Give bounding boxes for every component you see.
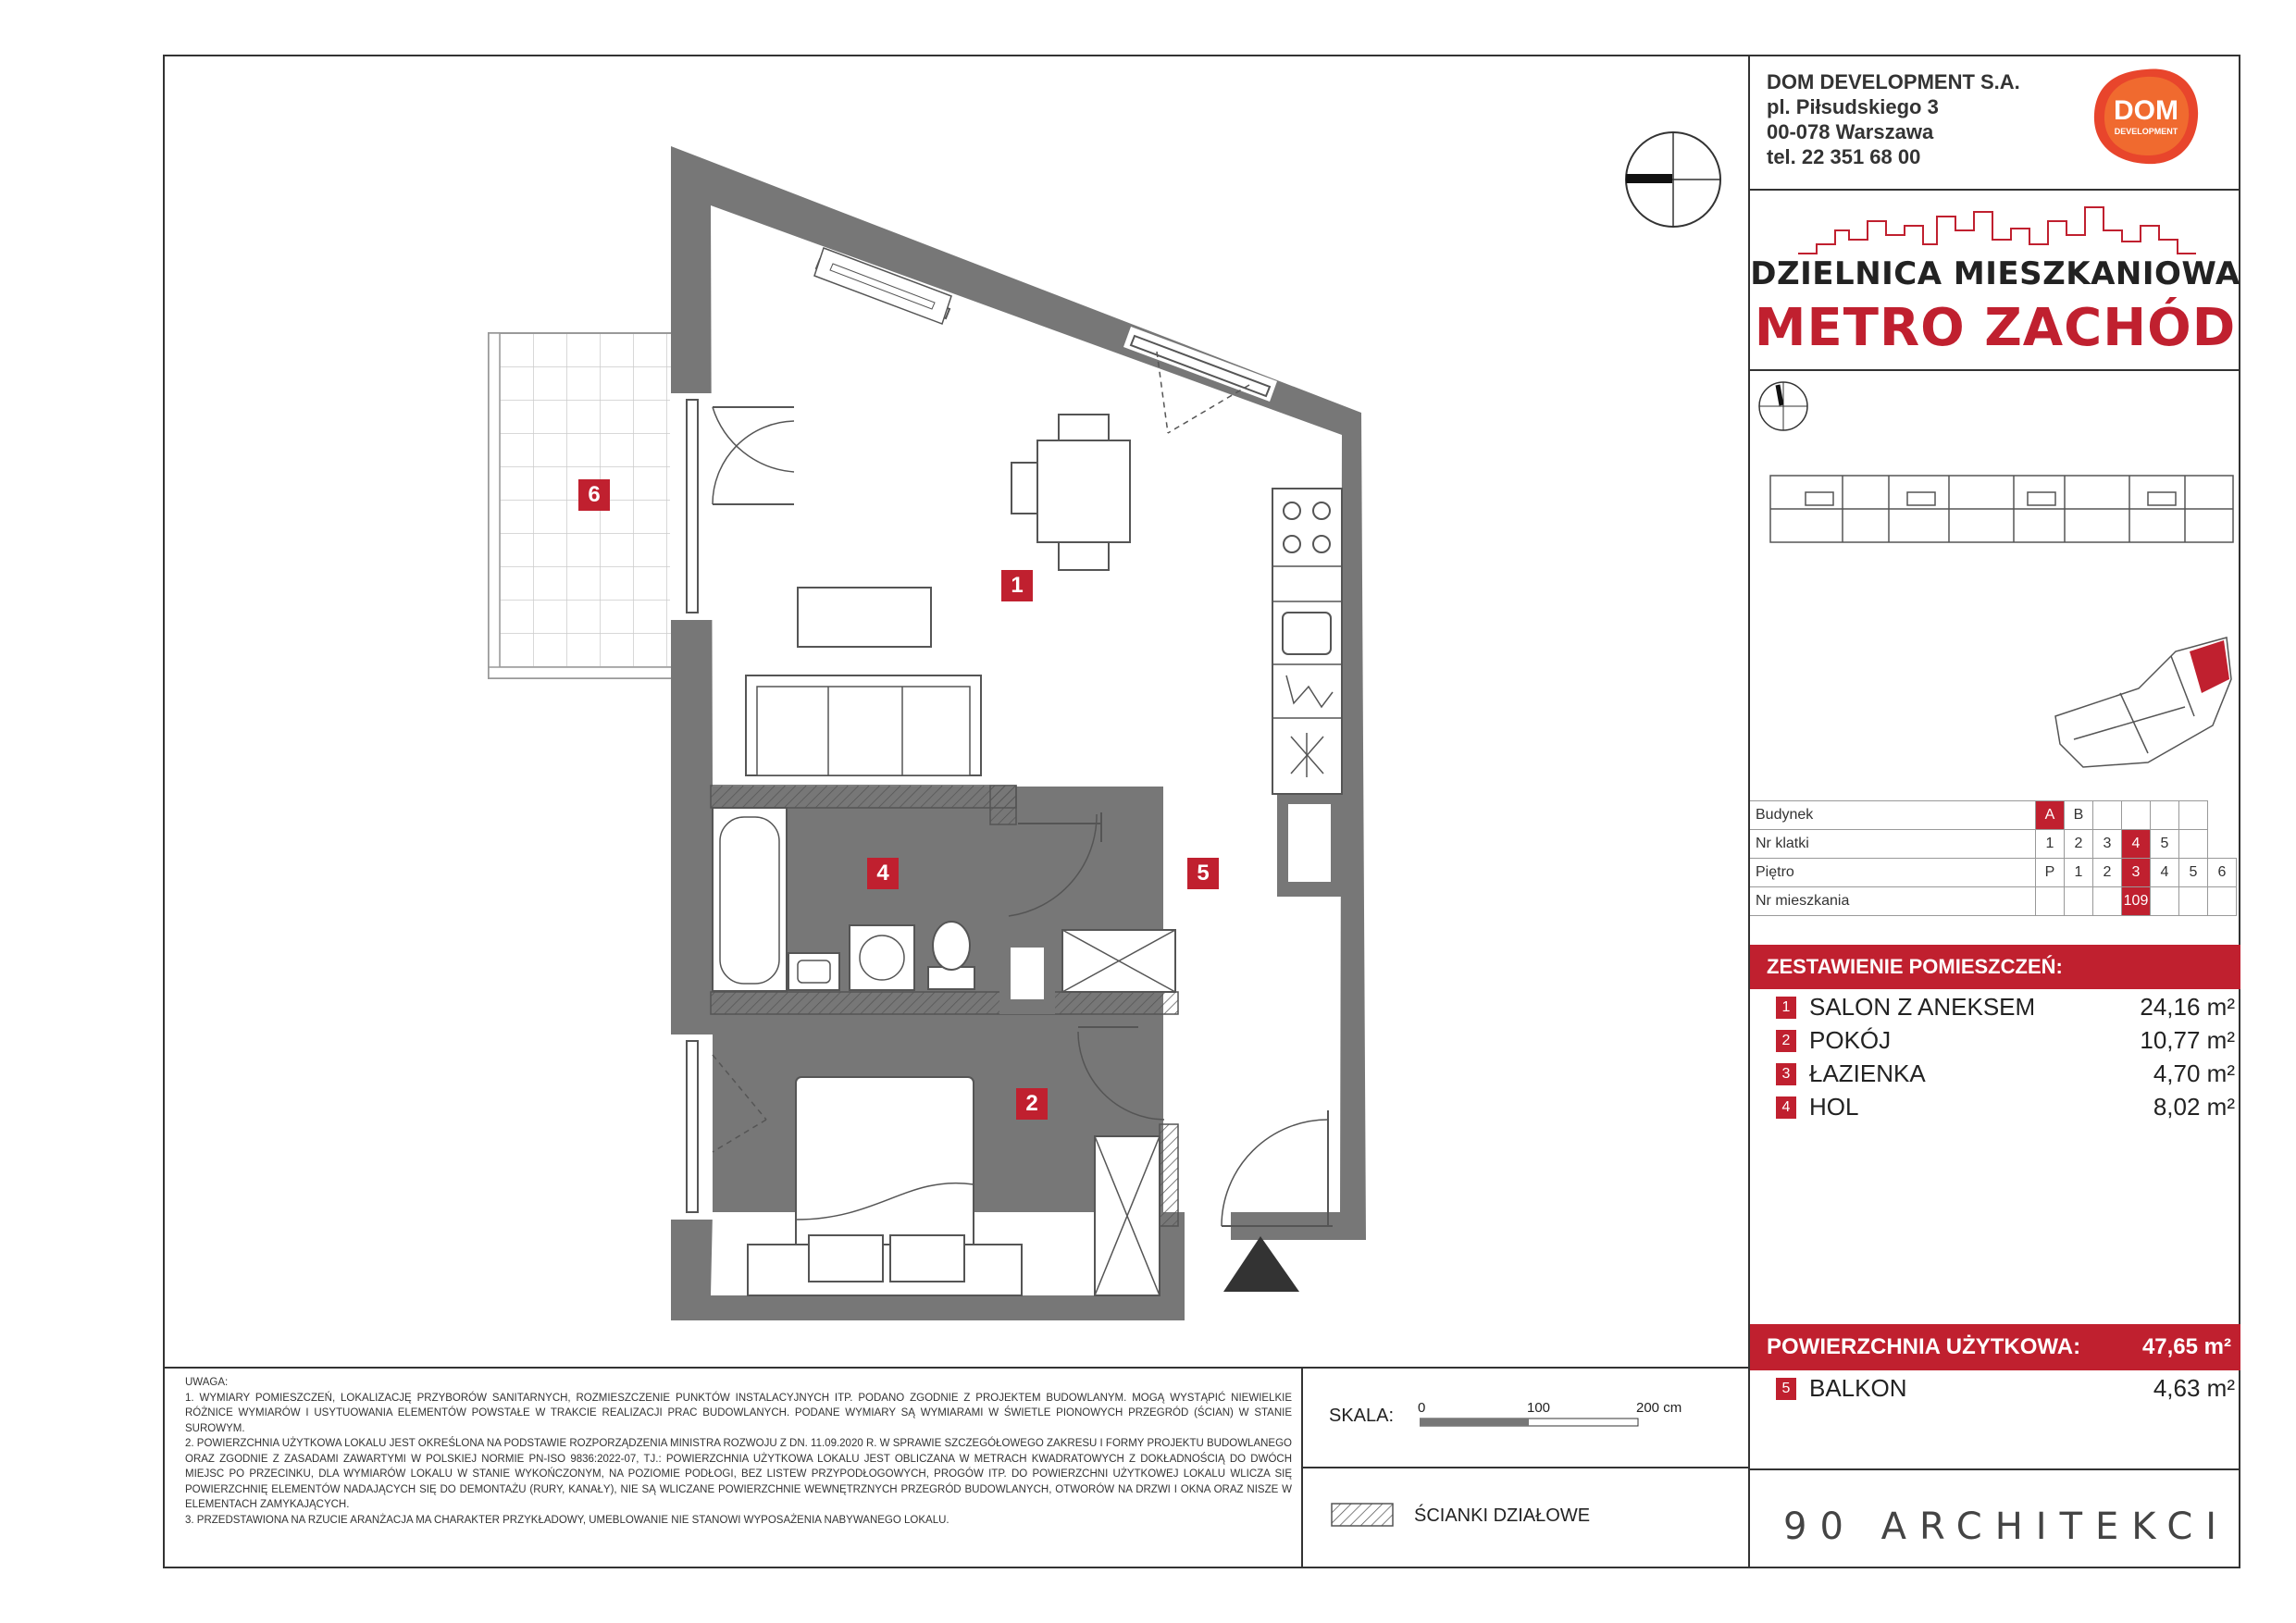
plan-label-5: 5 [1187,858,1219,889]
note-3: 3. PRZEDSTAWIONA NA RZUCIE ARANŻACJA MA CHARAKTER PRZYKŁADOWY, UMEBLOWANIE NIE STANOWI WYPOSAŻENIA NABYWANEGO LOKALU. [185,1514,949,1526]
room-row: 3 ŁAZIENKA 4,70 m² [1750,1058,2240,1091]
total-area-bar [1750,1324,2240,1370]
compass-icon [1626,132,1720,227]
scale-tick-0: 0 [1418,1400,1426,1416]
plan-label-1: 1 [1001,570,1033,601]
apartment-highlight [2190,640,2229,693]
sidebar [1748,55,2240,1568]
company-name: DOM DEVELOPMENT S.A. [1767,70,2020,93]
entrance-arrow-icon [1223,1236,1299,1292]
total-area-label: POWIERZCHNIA UŻYTKOWA: [1767,1334,2081,1359]
partition-legend-icon [1331,1503,1394,1527]
plan-label-4: 4 [867,858,899,889]
brand-line-2: METRO ZACHÓD [1754,298,2237,358]
company-city: 00-078 Warszawa [1767,120,1934,143]
mini-compass-icon [1759,382,1807,430]
notes [185,1375,1292,1528]
total-area-value: 47,65 m² [2141,1334,2231,1359]
location-table [1750,800,2237,916]
row-pietro: Piętro P 1 2 3 4 5 6 [1750,859,2237,887]
legend-label: ŚCIANKI DZIAŁOWE [1414,1505,1591,1526]
scale-bar [1420,1415,1642,1430]
rooms-header: ZESTAWIENIE POMIESZCZEŃ: [1750,945,2240,989]
company-phone: tel. 22 351 68 00 [1767,145,1921,168]
dom-logo [2091,66,2202,167]
logo-subtext: DEVELOPMENT [2114,127,2178,136]
company-info [1767,69,2020,169]
room-row: 4 HOL 8,02 m² [1750,1091,2240,1124]
room-row: 2 POKÓJ 10,77 m² [1750,1024,2240,1058]
plan-label-2: 2 [1016,1088,1048,1120]
row-budynek: Budynek A B [1750,801,2237,830]
building-key-plan [1770,476,2233,542]
scale-tick-200: 200 cm [1636,1400,1682,1416]
note-1: 1. WYMIARY POMIESZCZEŃ, LOKALIZACJĘ PRZYBORÓW SANITARNYCH, ROZMIESZCZENIE PUNKTÓW INSTALACYJNYCH ITP. PODANO ZGODNIE Z PROJEKTEM BUDOWLANYM. MOGĄ WYSTĄPIĆ NIEWIELKIE RÓŻNICE WYMIARÓW I USYTUOWANIA ELEMENTÓW POWSTAŁE W TRAKCIE REALIZACJI PRAC BUDOWLANYCH. PODANE WYMIARY SĄ WYMIARAMI W ŚWIETLE PIONOWYCH PRZEGRÓD (ŚCIAN) W STANIE SUROWYM. [185,1392,1292,1434]
company-street: pl. Piłsudskiego 3 [1767,95,1939,118]
key-plan [1750,374,2242,796]
scale-box [1301,1367,1748,1567]
skyline-icon [1798,203,2196,258]
scale-label: SKALA: [1329,1406,1395,1426]
note-2: 2. POWIERZCHNIA UŻYTKOWA LOKALU JEST OKREŚLONA NA PODSTAWIE ROZPORZĄDZENIA MINISTRA ROZWOJU Z DN. 11.09.2020 R. W SPRAWIE SZCZEGÓŁOWEGO ZAKRESU I FORMY PROJEKTU BUDOWLANEGO ORAZ ZGODNIE Z ZASADAMI ZAWARTYMI W POLSKIEJ NORMIE PN-ISO 9836:2022-07, TJ.: POWIERZCHNIA UŻYTKOWA LOKALU JEST OBLICZANA W METRACH KWADRATOWYCH Z DOKŁADNOŚCIĄ DO DWÓCH MIEJSC PO PRZECINKU, DLA WYMIARÓW LOKALU W STANIE WYKOŃCZONYM, NA POZIOMIE PODŁOGI, BEZ LISTEW PRZYPODŁOGOWYCH, PROGÓW ITP. DO POWIERZCHNI UŻYTKOWEJ LOKALU WLICZA SIĘ POWIERZCHNIĘ ELEMENTÓW NADAJĄCYCH SIĘ DO DEMONTAŻU (RURY, KANAŁY), NIE SĄ WLICZANE POWIERZCHNIE WEWNĘTRZNYCH PRZEGRÓD BUDOWLANYCH, OTWORÓW NA DRZWI I OKNA ORAZ NISZE W ELEMENTACH ZAMYKAJĄCYCH. [185,1438,1292,1510]
scale-tick-100: 100 [1527,1400,1551,1416]
balcony-row: 5 BALKON 4,63 m² [1750,1372,2240,1406]
architect-box [1750,1468,2240,1568]
architect-name: 90 ARCHITEKCI [1783,1505,2230,1548]
logo-text: DOM [2114,95,2178,126]
plan-label-6: 6 [578,479,610,511]
row-mieszkanie: Nr mieszkania 109 [1750,887,2237,916]
row-klatka: Nr klatki 1 2 3 4 5 [1750,830,2237,859]
brand-line-1: DZIELNICA MIESZKANIOWA [1750,255,2240,292]
room-row: 1 SALON Z ANEKSEM 24,16 m² [1750,991,2240,1024]
notes-title: UWAGA: [185,1377,229,1388]
